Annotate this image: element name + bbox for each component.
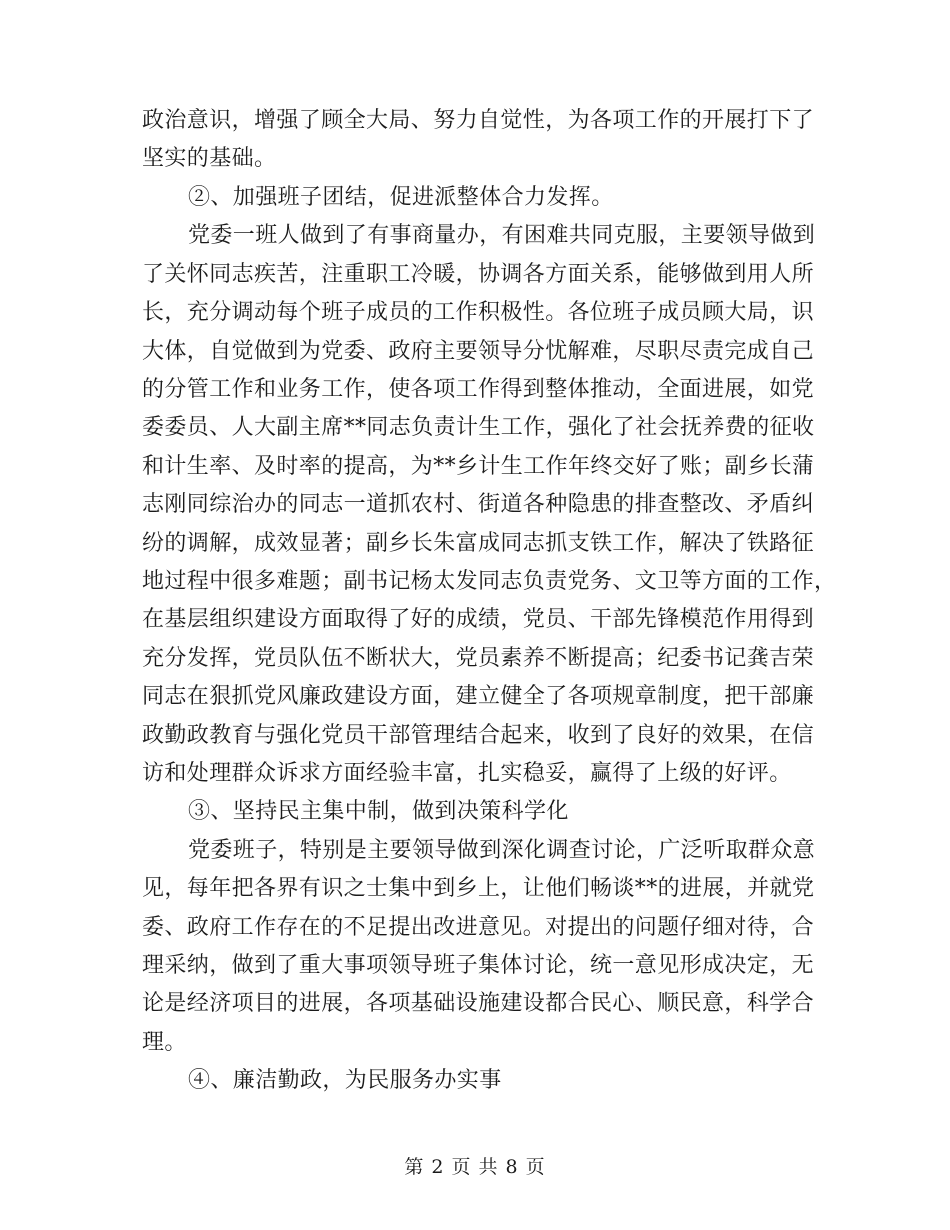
text-line: 充分发挥，党员队伍不断状大，党员素养不断提高；纪委书记龚吉荣 (142, 646, 815, 671)
text-line: 纷的调解，成效显著；副乡长朱富成同志抓支铁工作，解决了铁路征 (142, 531, 815, 556)
section-heading-2: ②、加强班子团结，促进派整体合力发挥。 (188, 185, 614, 210)
text-line: 论是经济项目的进展，各项基础设施建设都合民心、顺民意，科学合 (142, 991, 815, 1016)
text-line: 了关怀同志疾苦，注重职工冷暖，协调各方面关系，能够做到用人所 (142, 262, 815, 287)
text-line: 理。 (142, 1030, 187, 1055)
text-line: 坚实的基础。 (142, 146, 277, 171)
text-line: 政勤政教育与强化党员干部管理结合起来，收到了良好的效果，在信 (142, 723, 815, 748)
text-line: 志刚同综治办的同志一道抓农村、街道各种隐患的排查整改、矛盾纠 (142, 492, 815, 517)
text-line: 政治意识，增强了顾全大局、努力自觉性，为各项工作的开展打下了 (142, 108, 815, 133)
text-line: 理采纳，做到了重大事项领导班子集体讨论，统一意见形成决定，无 (142, 953, 815, 978)
text-line: 党委一班人做到了有事商量办，有困难共同克服，主要领导做到 (188, 223, 816, 248)
text-line: 见，每年把各界有识之士集中到乡上，让他们畅谈**的进展，并就党 (142, 876, 815, 901)
text-line: 地过程中很多难题；副书记杨太发同志负责党务、文卫等方面的工作， (142, 569, 837, 594)
text-line: 党委班子，特别是主要领导做到深化调查讨论，广泛听取群众意 (188, 838, 816, 863)
text-line: 大体，自觉做到为党委、政府主要领导分忧解难，尽职尽责完成自己 (142, 339, 815, 364)
section-heading-4: ④、廉洁勤政，为民服务办实事 (188, 1068, 502, 1093)
text-line: 在基层组织建设方面取得了好的成绩，党员、干部先锋模范作用得到 (142, 607, 815, 632)
text-line: 委、政府工作存在的不足提出改进意见。对提出的问题仔细对待，合 (142, 915, 815, 940)
text-line: 长，充分调动每个班子成员的工作积极性。各位班子成员顾大局，识 (142, 300, 815, 325)
page-number-footer: 第 2 页 共 8 页 (404, 1156, 546, 1178)
text-line: 和计生率、及时率的提高，为**乡计生工作年终交好了账；副乡长蒲 (142, 454, 815, 479)
text-line: 访和处理群众诉求方面经验丰富，扎实稳妥，赢得了上级的好评。 (142, 761, 792, 786)
text-line: 同志在狠抓党风廉政建设方面，建立健全了各项规章制度，把干部廉 (142, 684, 815, 709)
text-line: 委委员、人大副主席**同志负责计生工作，强化了社会抚养费的征收 (142, 415, 815, 440)
text-line: 的分管工作和业务工作，使各项工作得到整体推动，全面进展，如党 (142, 377, 815, 402)
section-heading-3: ③、坚持民主集中制，做到决策科学化 (188, 799, 569, 824)
